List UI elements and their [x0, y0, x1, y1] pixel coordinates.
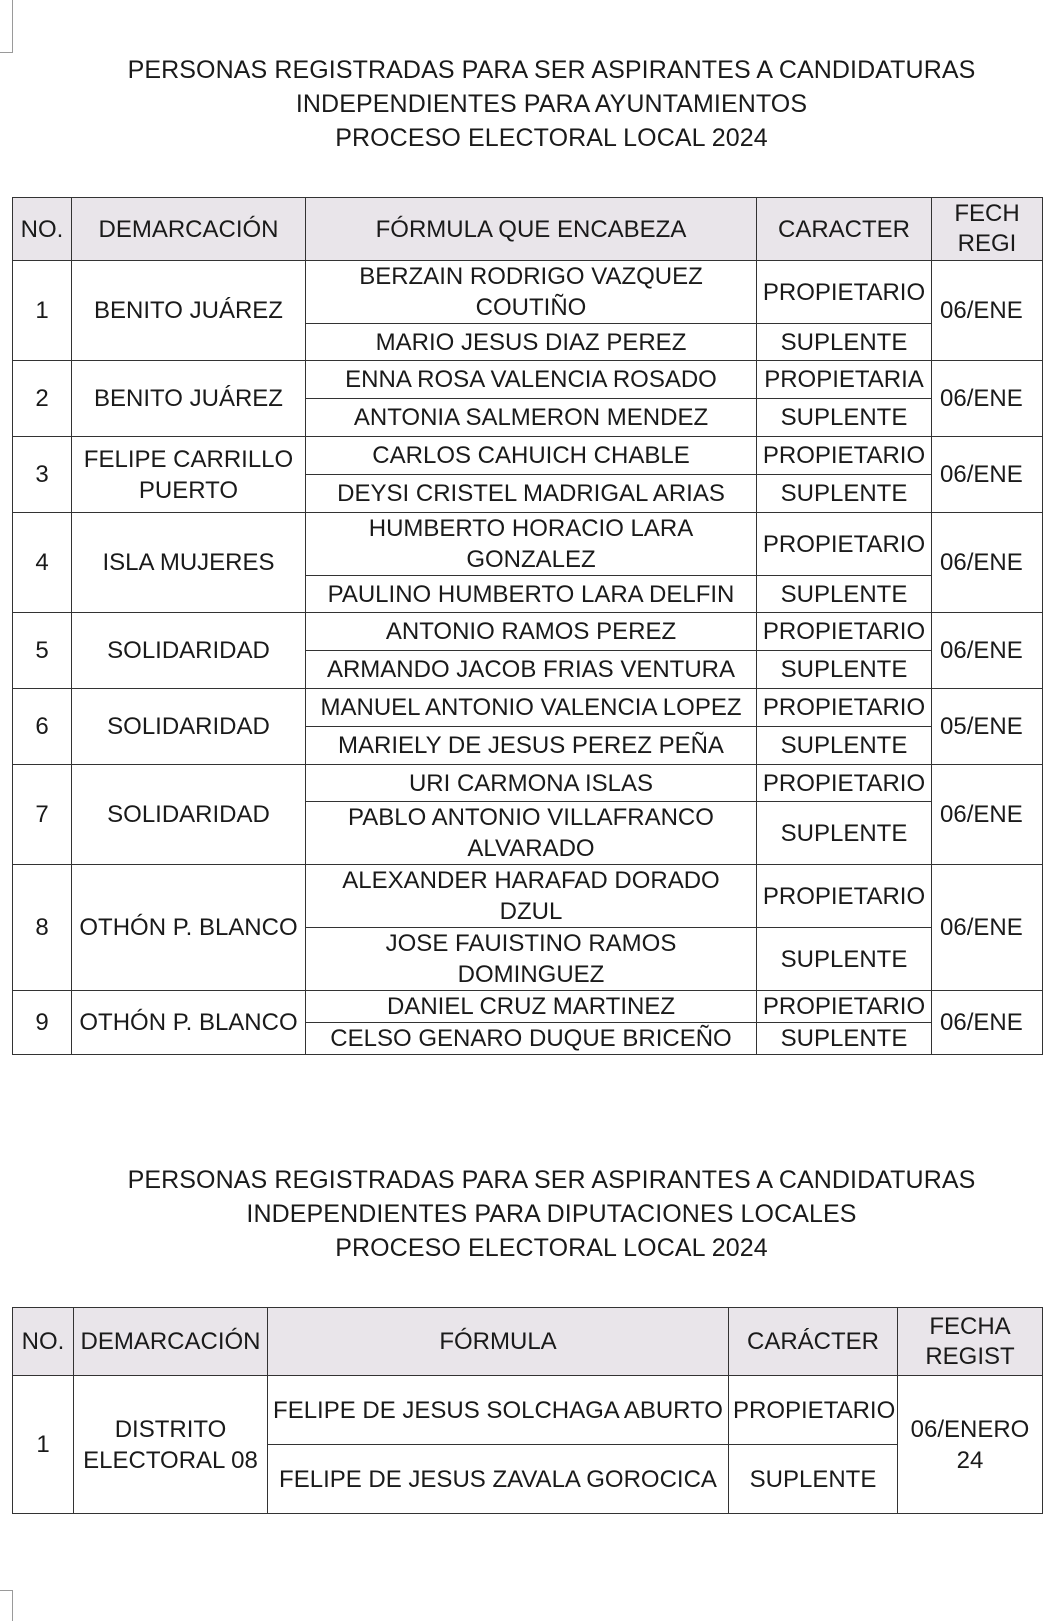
demarcacion-cell: SOLIDARIDAD — [72, 613, 306, 689]
section2-title-line: PERSONAS REGISTRADAS PARA SER ASPIRANTES A CANDIDATURAS — [127, 1166, 976, 1194]
page-corner-marker — [0, 0, 13, 53]
caracter-cell: SUPLENTE — [729, 1445, 898, 1514]
caracter-cell: SUPLENTE — [757, 399, 932, 437]
section2-title-line: INDEPENDIENTES PARA DIPUTACIONES LOCALES — [246, 1200, 857, 1228]
formula-name-cell: DEYSI CRISTEL MADRIGAL ARIAS — [306, 475, 757, 513]
caracter-cell: SUPLENTE — [757, 651, 932, 689]
fecha-cell: 06/ENE — [932, 513, 1043, 613]
table-row — [13, 437, 1043, 475]
caracter-cell: PROPIETARIO — [757, 991, 932, 1023]
fecha-cell: 06/ENE — [932, 361, 1043, 437]
section1-title — [0, 53, 1055, 155]
row-number: 3 — [13, 437, 72, 513]
table-header-row — [13, 198, 1043, 261]
table-row — [13, 361, 1043, 399]
header-formula: FÓRMULA — [268, 1308, 729, 1376]
formula-name-cell: PABLO ANTONIO VILLAFRANCO ALVARADO — [306, 802, 757, 865]
ayuntamientos-table — [12, 197, 1043, 1055]
header-fecha-line: REGIST — [925, 1342, 1015, 1370]
section2-title — [0, 1163, 1055, 1265]
formula-name-cell: JOSE FAUISTINO RAMOS DOMINGUEZ — [306, 928, 757, 991]
formula-name-cell: URI CARMONA ISLAS — [306, 765, 757, 802]
row-number: 2 — [13, 361, 72, 437]
table-header-row — [13, 1308, 1043, 1376]
table-row — [13, 865, 1043, 928]
formula-name-cell: ANTONIO RAMOS PEREZ — [306, 613, 757, 651]
caracter-cell: SUPLENTE — [757, 576, 932, 613]
row-number: 1 — [13, 1376, 74, 1514]
formula-name-cell: BERZAIN RODRIGO VAZQUEZ COUTIÑO — [306, 261, 757, 324]
formula-name-cell: CELSO GENARO DUQUE BRICEÑO — [306, 1023, 757, 1055]
caracter-cell: PROPIETARIO — [757, 865, 932, 928]
demarcacion-cell: BENITO JUÁREZ — [72, 261, 306, 361]
header-formula: FÓRMULA QUE ENCABEZA — [306, 198, 757, 261]
fecha-cell: 06/ENE — [932, 765, 1043, 865]
table-row — [13, 613, 1043, 651]
caracter-cell: PROPIETARIO — [757, 613, 932, 651]
formula-name-cell: ARMANDO JACOB FRIAS VENTURA — [306, 651, 757, 689]
caracter-cell: SUPLENTE — [757, 802, 932, 865]
caracter-cell: PROPIETARIO — [757, 437, 932, 475]
header-no — [13, 1308, 74, 1376]
header-caracter: CARÁCTER — [729, 1308, 898, 1376]
row-number: 9 — [13, 991, 72, 1055]
formula-name-cell: MANUEL ANTONIO VALENCIA LOPEZ — [306, 689, 757, 727]
fecha-cell: 05/ENE — [932, 689, 1043, 765]
section1-title-line: PERSONAS REGISTRADAS PARA SER ASPIRANTES A CANDIDATURAS — [127, 56, 976, 84]
formula-name-cell: DANIEL CRUZ MARTINEZ — [306, 991, 757, 1023]
caracter-cell: PROPIETARIO — [757, 261, 932, 324]
diputaciones-table — [12, 1307, 1043, 1514]
row-number: 7 — [13, 765, 72, 865]
demarcacion-cell: DISTRITO ELECTORAL 08 — [74, 1376, 268, 1514]
caracter-cell: SUPLENTE — [757, 324, 932, 361]
demarcacion-cell: FELIPE CARRILLO PUERTO — [72, 437, 306, 513]
fecha-cell: 06/ENE — [932, 865, 1043, 991]
header-no: NO. — [13, 198, 72, 261]
row-number: 1 — [13, 261, 72, 361]
section1-title-line: PROCESO ELECTORAL LOCAL 2024 — [335, 124, 768, 152]
formula-name-cell: HUMBERTO HORACIO LARA GONZALEZ — [306, 513, 757, 576]
formula-name-cell: ALEXANDER HARAFAD DORADO DZUL — [306, 865, 757, 928]
fecha-cell: 06/ENE — [932, 261, 1043, 361]
row-number: 6 — [13, 689, 72, 765]
header-fecha — [898, 1308, 1043, 1376]
caracter-cell: SUPLENTE — [757, 928, 932, 991]
fecha-cell: 06/ENERO 24 — [898, 1376, 1043, 1514]
formula-name-cell: MARIO JESUS DIAZ PEREZ — [306, 324, 757, 361]
table-row — [13, 513, 1043, 576]
section2-title-line: PROCESO ELECTORAL LOCAL 2024 — [335, 1234, 768, 1262]
fecha-cell: 06/ENE — [932, 613, 1043, 689]
caracter-cell: PROPIETARIO — [757, 689, 932, 727]
row-number: 5 — [13, 613, 72, 689]
header-demarcacion: DEMARCACIÓN — [72, 198, 306, 261]
table-row — [13, 261, 1043, 324]
caracter-cell: SUPLENTE — [757, 475, 932, 513]
header-fecha-line: FECH — [954, 200, 1020, 227]
fecha-cell: 06/ENE — [932, 437, 1043, 513]
formula-name-cell: ENNA ROSA VALENCIA ROSADO — [306, 361, 757, 399]
header-demarcacion — [74, 1308, 268, 1376]
caracter-cell: PROPIETARIO — [729, 1376, 898, 1445]
formula-name-cell: CARLOS CAHUICH CHABLE — [306, 437, 757, 475]
caracter-cell: PROPIETARIO — [757, 765, 932, 802]
formula-name-cell: FELIPE DE JESUS ZAVALA GOROCICA — [268, 1445, 729, 1514]
table-row — [13, 689, 1043, 727]
page-corner-marker — [0, 1590, 13, 1621]
caracter-cell: SUPLENTE — [757, 1023, 932, 1055]
formula-name-cell: MARIELY DE JESUS PEREZ PEÑA — [306, 727, 757, 765]
demarcacion-cell: BENITO JUÁREZ — [72, 361, 306, 437]
table-row — [13, 1376, 1043, 1445]
demarcacion-cell: OTHÓN P. BLANCO — [72, 865, 306, 991]
formula-name-cell: FELIPE DE JESUS SOLCHAGA ABURTO — [268, 1376, 729, 1445]
formula-name-cell: PAULINO HUMBERTO LARA DELFIN — [306, 576, 757, 613]
table-row — [13, 991, 1043, 1023]
caracter-cell: PROPIETARIO — [757, 513, 932, 576]
fecha-cell: 06/ENE — [932, 991, 1043, 1055]
demarcacion-cell: SOLIDARIDAD — [72, 765, 306, 865]
row-number: 4 — [13, 513, 72, 613]
demarcacion-cell: OTHÓN P. BLANCO — [72, 991, 306, 1055]
header-fecha — [932, 198, 1043, 261]
caracter-cell: SUPLENTE — [757, 727, 932, 765]
header-caracter: CARACTER — [757, 198, 932, 261]
header-fecha-line: FECHA — [929, 1312, 1011, 1340]
caracter-cell: PROPIETARIA — [757, 361, 932, 399]
header-demarcacion-text: DEMARCACIÓN — [80, 1327, 261, 1355]
row-number: 8 — [13, 865, 72, 991]
demarcacion-cell: ISLA MUJERES — [72, 513, 306, 613]
formula-name-cell: ANTONIA SALMERON MENDEZ — [306, 399, 757, 437]
header-fecha-line: REGI — [957, 230, 1017, 257]
demarcacion-cell: SOLIDARIDAD — [72, 689, 306, 765]
table-row — [13, 765, 1043, 802]
section1-title-line: INDEPENDIENTES PARA AYUNTAMIENTOS — [295, 90, 808, 118]
header-no-text: NO. — [21, 1327, 65, 1355]
